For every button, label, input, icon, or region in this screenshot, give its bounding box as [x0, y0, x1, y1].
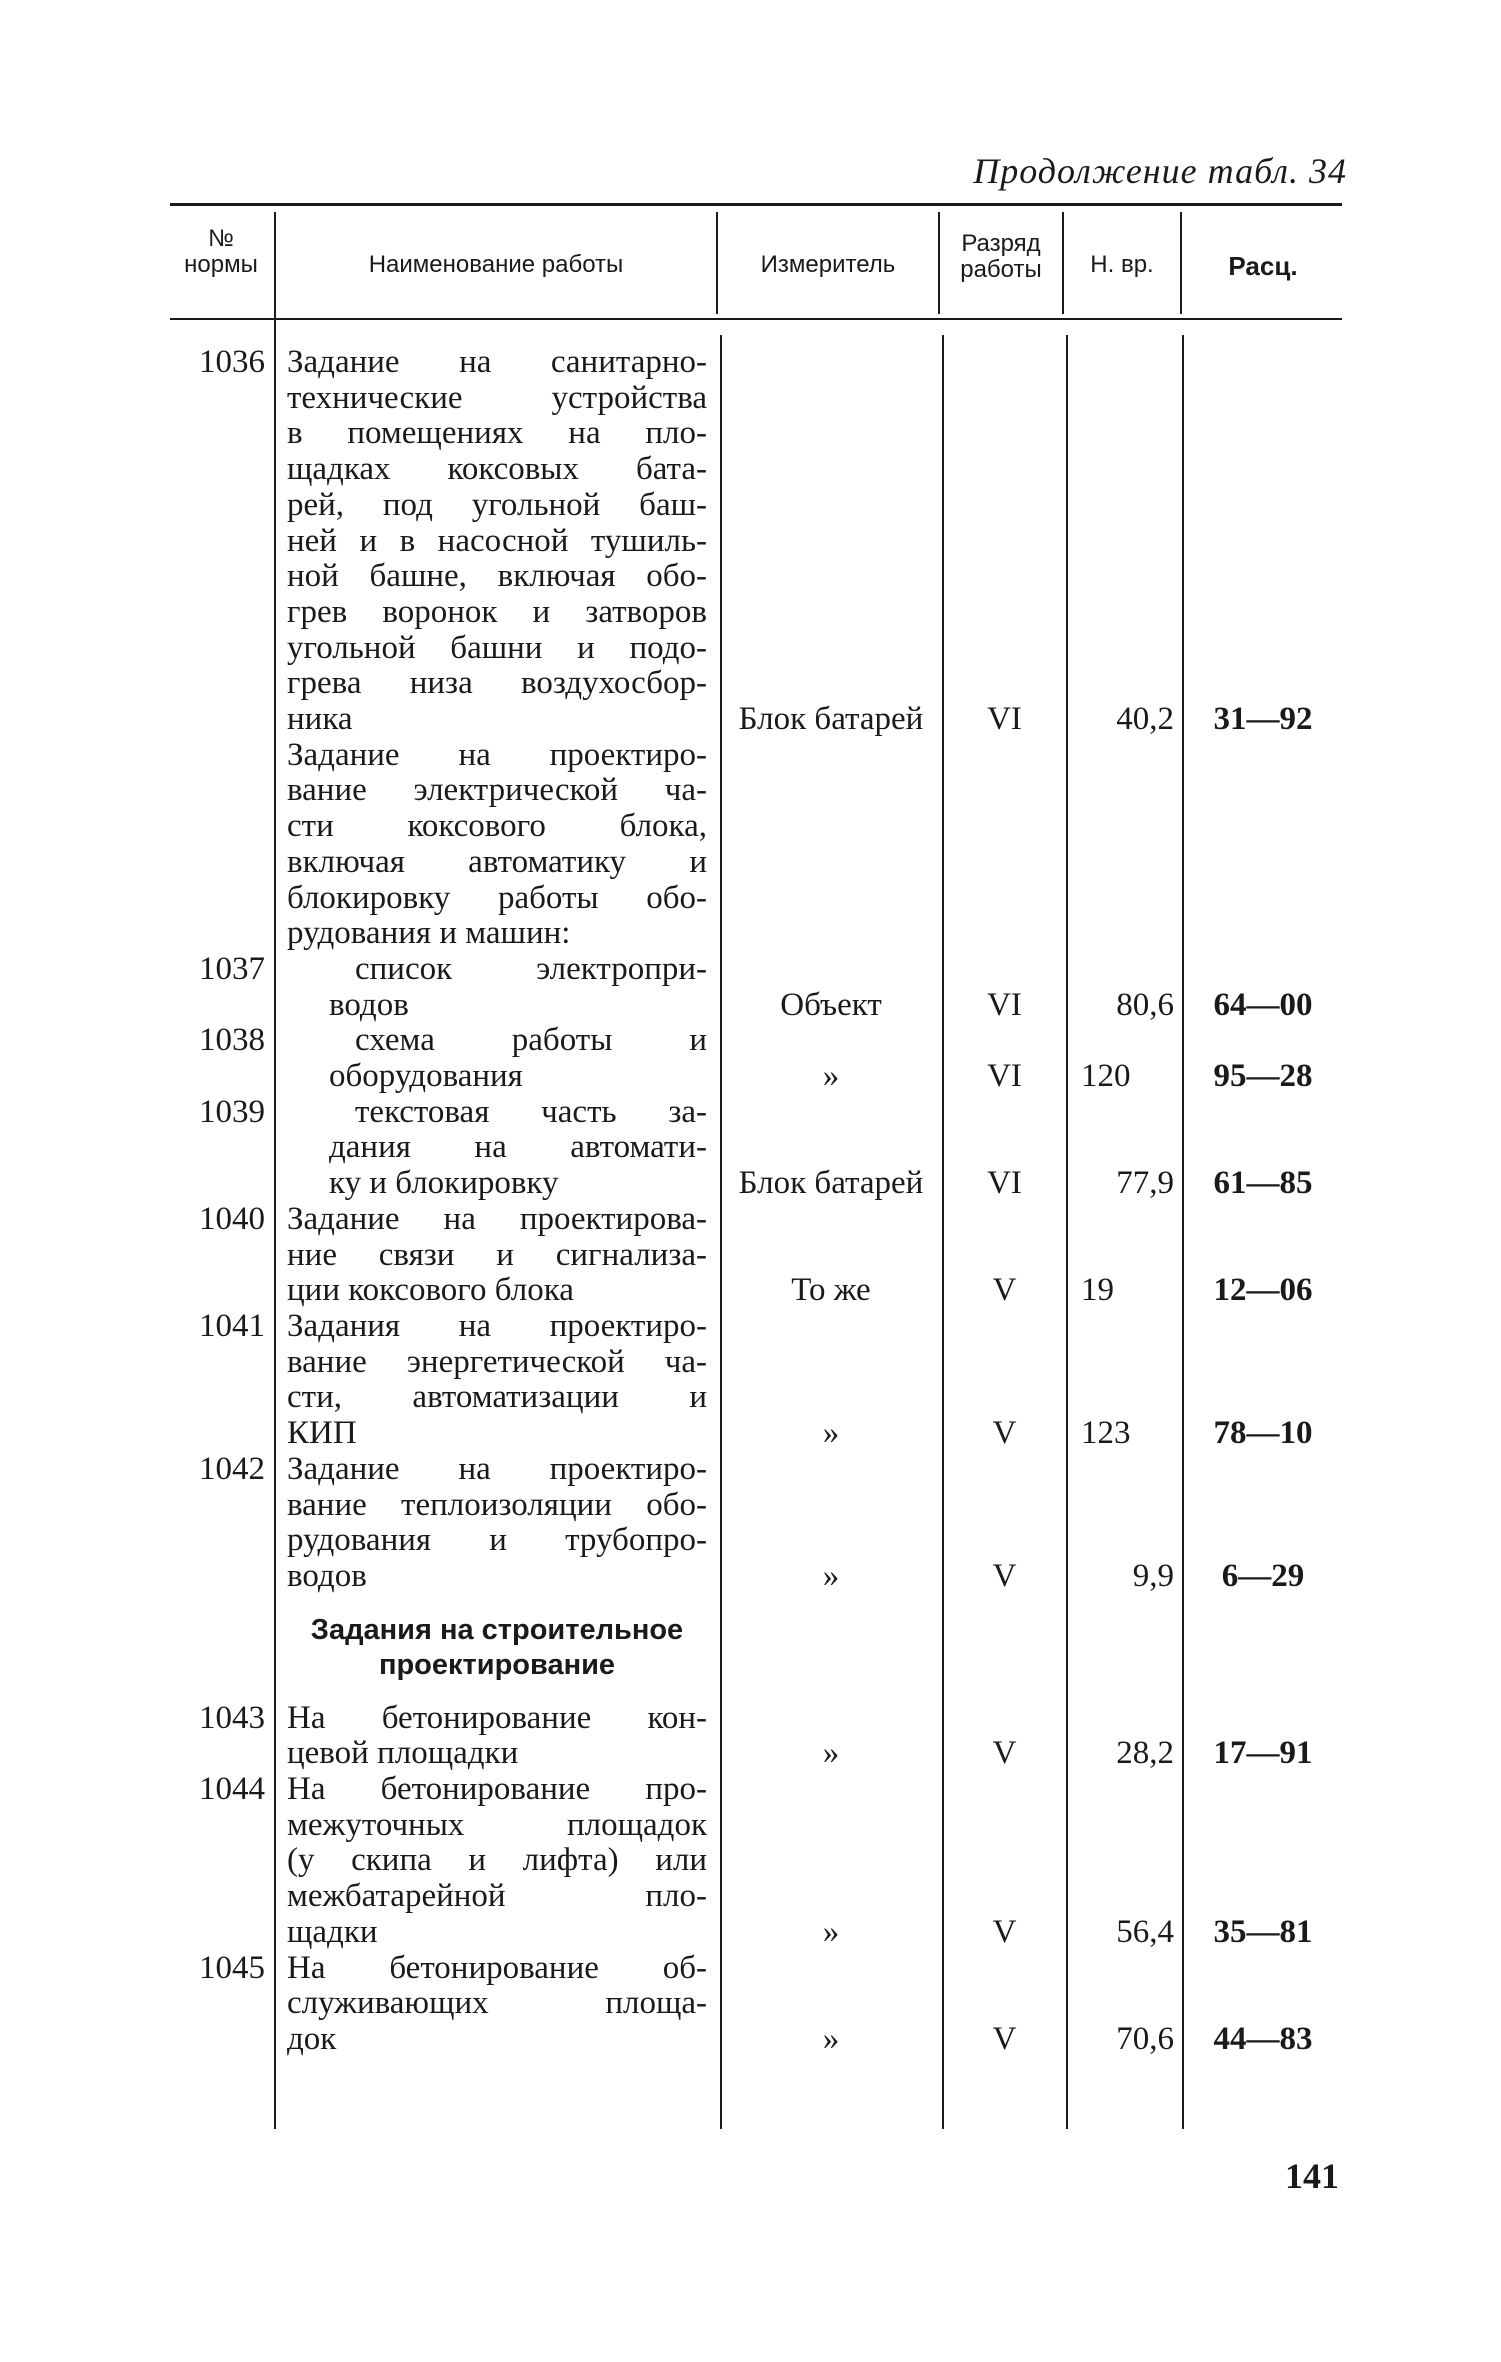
- page-number: 141: [1285, 2156, 1339, 2196]
- work-name-line: ции коксового блока: [287, 1272, 574, 1309]
- section-title: [287, 1613, 707, 1683]
- row-rate: 6—29: [1221, 1557, 1305, 1594]
- work-name-line: На бетонирование кон-: [287, 1699, 707, 1736]
- work-name-line: щадках коксовых бата-: [287, 451, 707, 488]
- row-measure: Объект: [780, 986, 882, 1023]
- work-name-line: вание теплоизоляции обо-: [287, 1486, 707, 1523]
- work-name-line: схема работы и: [355, 1022, 707, 1059]
- top-rule: [170, 203, 1342, 206]
- work-name-line: сти, автоматизации и: [287, 1379, 707, 1416]
- table-body: [0, 345, 1501, 2058]
- table-row: [0, 738, 1501, 952]
- row-measure: »: [822, 2020, 840, 2057]
- work-name-line: вание электрической ча-: [287, 772, 707, 809]
- header-rank: [940, 231, 1062, 284]
- work-name-line: На бетонирование об-: [287, 1949, 707, 1986]
- work-name-line: щадки: [287, 1913, 378, 1950]
- work-name-line: оборудования: [329, 1058, 523, 1095]
- work-name-line: ние связи и сигнализа-: [287, 1236, 707, 1273]
- work-name-line: дания на автомати-: [329, 1129, 707, 1166]
- row-work-name: [329, 1022, 707, 1095]
- row-rate: 35—81: [1213, 1913, 1313, 1950]
- work-name-line: межуточных площадок: [287, 1806, 707, 1843]
- row-number: 1036: [199, 344, 265, 380]
- work-name-line: цевой площадки: [287, 1735, 519, 1772]
- row-work-name: [287, 738, 707, 952]
- work-name-line: ной башне, включая обо-: [287, 558, 707, 595]
- row-hours: 77,9: [1116, 1165, 1174, 1202]
- header-measure: Измеритель: [760, 251, 896, 278]
- row-rate: 44—83: [1213, 2020, 1313, 2057]
- row-work-name: [287, 1951, 707, 2058]
- rows-group-1: [0, 345, 1501, 1595]
- row-number: 1040: [199, 1200, 265, 1237]
- table-row: [0, 1309, 1501, 1452]
- work-name-line: Задания на проектиро-: [287, 1307, 707, 1344]
- rows-group-2: [0, 1701, 1501, 2058]
- row-hours: 19: [1081, 1272, 1114, 1309]
- work-name-line: межбатарейной пло-: [287, 1878, 707, 1915]
- work-name-line: рудования и трубопро-: [287, 1522, 707, 1559]
- row-hours: 9,9: [1132, 1557, 1174, 1594]
- row-measure: Блок батарей: [738, 701, 924, 738]
- row-number: 1041: [199, 1307, 265, 1344]
- row-hours: 70,6: [1116, 2020, 1174, 2057]
- header-bottom-rule: [170, 318, 1342, 320]
- header-rate: Расц.: [1228, 251, 1298, 281]
- col-divider-2: [716, 212, 718, 314]
- work-name-line: Задание на проектиро-: [287, 736, 707, 773]
- work-name-line: служивающих площа-: [287, 1985, 707, 2022]
- table-row: [0, 345, 1501, 738]
- row-rank: V: [992, 1272, 1017, 1309]
- work-name-line: рудования и машин:: [287, 915, 571, 952]
- table-caption: Продолжение табл. 34: [973, 151, 1347, 191]
- work-name-line: технические устройства: [287, 379, 707, 416]
- row-work-name: [287, 1452, 707, 1595]
- work-name-line: блокировку работы обо-: [287, 879, 707, 916]
- row-number: 1045: [199, 1949, 265, 1986]
- work-name-line: водов: [329, 986, 409, 1023]
- row-measure: »: [822, 1557, 840, 1594]
- row-rate: 64—00: [1213, 986, 1313, 1023]
- row-rate: 61—85: [1213, 1165, 1313, 1202]
- work-name-line: ника: [287, 701, 353, 738]
- header-num: [170, 226, 272, 279]
- header-rank-line2: работы: [960, 256, 1042, 284]
- row-rate: 12—06: [1213, 1272, 1313, 1309]
- row-measure: »: [822, 1058, 840, 1095]
- work-name-line: Задание на проектиро-: [287, 1450, 707, 1487]
- row-number: 1038: [199, 1022, 265, 1059]
- work-name-line: угольной башни и подо-: [287, 629, 707, 666]
- work-name-line: рей, под угольной баш-: [287, 486, 707, 523]
- row-rank: V: [992, 1735, 1017, 1772]
- row-rank: V: [992, 1415, 1017, 1452]
- table-row: [0, 952, 1501, 1023]
- row-rank: V: [992, 1557, 1017, 1594]
- row-rate: 17—91: [1213, 1735, 1313, 1772]
- table-row: [0, 1701, 1501, 1772]
- work-name-line: список электропри-: [355, 950, 707, 987]
- header-rank-line1: Разряд: [961, 230, 1041, 257]
- work-name-line: водов: [287, 1557, 367, 1594]
- table-row: [0, 1023, 1501, 1094]
- work-name-line: сти коксового блока,: [287, 808, 707, 845]
- row-hours: 40,2: [1116, 701, 1174, 738]
- section-title-line2: проектирование: [378, 1648, 616, 1681]
- row-measure: То же: [791, 1272, 871, 1309]
- work-name-line: включая автоматику и: [287, 843, 707, 880]
- row-measure: »: [822, 1415, 840, 1452]
- table-row: [0, 1095, 1501, 1202]
- work-name-line: Задание на санитарно-: [287, 344, 707, 380]
- work-name-line: в помещениях на пло-: [287, 415, 707, 452]
- header-num-line1: №: [208, 225, 234, 252]
- header-num-line2: нормы: [184, 251, 258, 279]
- row-rank: VI: [987, 1058, 1022, 1095]
- work-name-line: вание энергетической ча-: [287, 1343, 707, 1380]
- row-rate: 78—10: [1213, 1415, 1313, 1452]
- row-number: 1037: [199, 950, 265, 987]
- row-hours: 28,2: [1116, 1735, 1174, 1772]
- row-rank: VI: [987, 1165, 1022, 1202]
- row-work-name: [287, 1772, 707, 1951]
- row-rank: V: [992, 2020, 1017, 2057]
- work-name-line: ку и блокировку: [329, 1165, 559, 1202]
- row-work-name: [329, 950, 707, 1023]
- row-rate: 31—92: [1213, 701, 1313, 738]
- row-work-name: [329, 1093, 707, 1202]
- header-name: Наименование работы: [368, 251, 624, 278]
- row-work-name: [287, 1202, 707, 1309]
- work-name-line: док: [287, 2020, 337, 2057]
- header-hours: Н. вр.: [1090, 251, 1154, 278]
- row-rate: 95—28: [1213, 1058, 1313, 1095]
- work-name-line: КИП: [287, 1415, 357, 1452]
- work-name-line: грева низа воздухосбор-: [287, 665, 707, 702]
- row-rank: VI: [987, 701, 1022, 738]
- row-number: 1043: [199, 1699, 265, 1736]
- table-row: [0, 1951, 1501, 2058]
- row-measure: »: [822, 1913, 840, 1950]
- section-title-line1: Задания на строительное: [310, 1613, 684, 1646]
- row-rank: V: [992, 1913, 1017, 1950]
- work-name-line: На бетонирование про-: [287, 1771, 707, 1808]
- row-work-name: [287, 1309, 707, 1452]
- work-name-line: грев воронок и затворов: [287, 593, 707, 630]
- row-measure: Блок батарей: [738, 1165, 924, 1202]
- table-row: [0, 1202, 1501, 1309]
- table-row: [0, 1452, 1501, 1595]
- work-name-line: Задание на проектирова-: [287, 1200, 707, 1237]
- work-name-line: ней и в насосной тушиль-: [287, 522, 707, 559]
- row-work-name: [287, 1701, 707, 1772]
- row-rank: VI: [987, 986, 1022, 1023]
- row-work-name: [287, 345, 707, 738]
- row-hours: 123: [1081, 1415, 1131, 1452]
- row-hours: 56,4: [1116, 1913, 1174, 1950]
- row-hours: 120: [1081, 1058, 1131, 1095]
- work-name-line: (у скипа и лифта) или: [287, 1842, 707, 1879]
- row-number: 1039: [199, 1093, 265, 1130]
- row-number: 1042: [199, 1450, 265, 1487]
- row-hours: 80,6: [1116, 986, 1174, 1023]
- table-row: [0, 1772, 1501, 1951]
- work-name-line: текстовая часть за-: [355, 1093, 707, 1130]
- row-measure: »: [822, 1735, 840, 1772]
- row-number: 1044: [199, 1771, 265, 1808]
